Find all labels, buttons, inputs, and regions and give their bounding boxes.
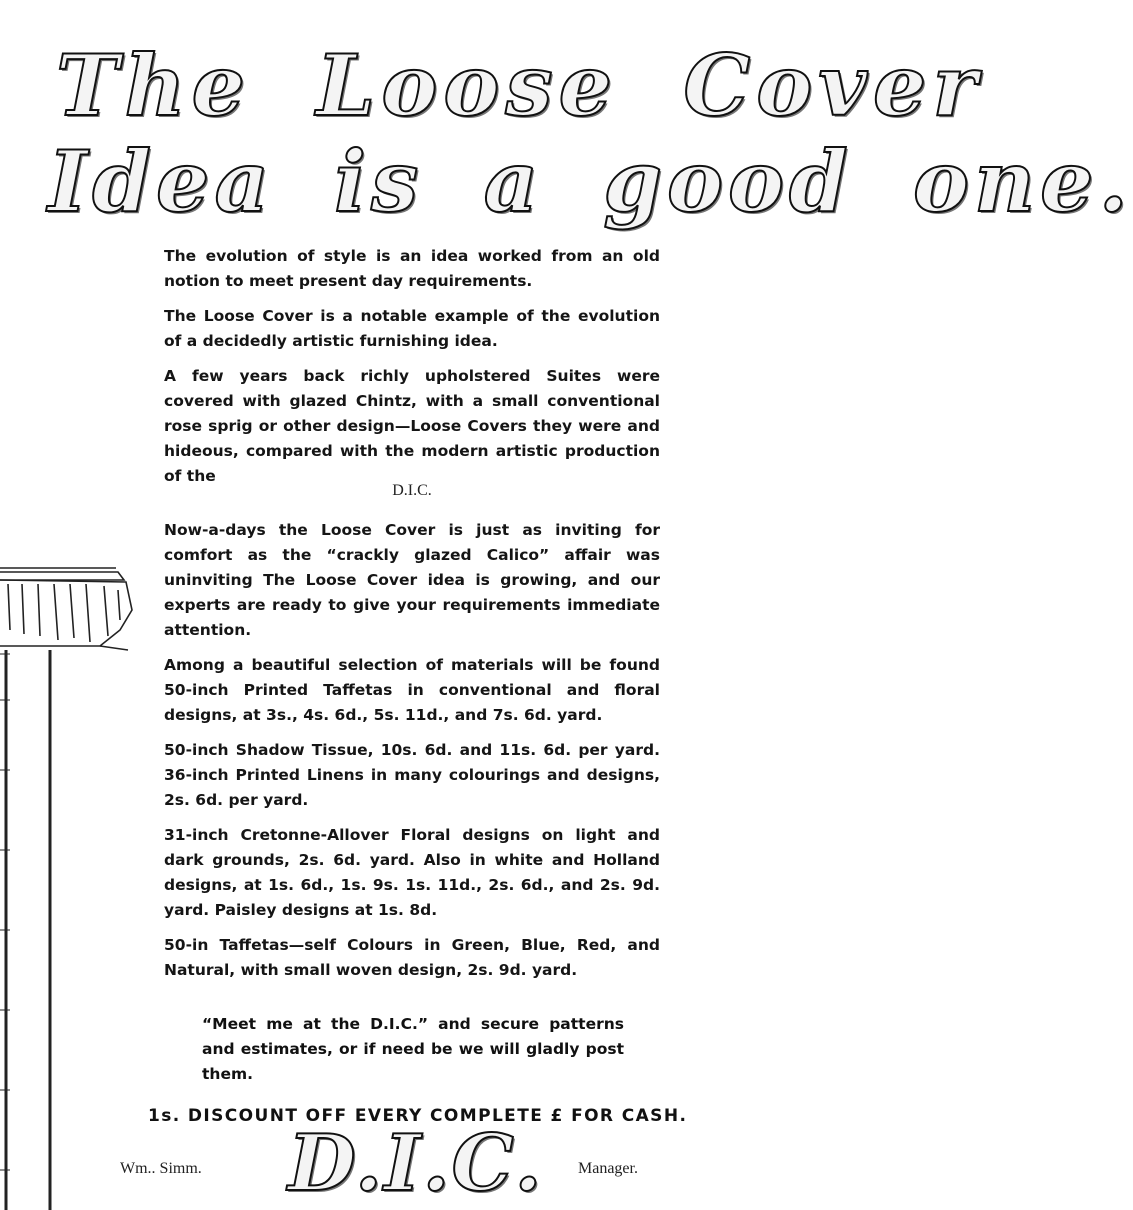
signatory-name: Wm.. Simm.	[120, 1160, 202, 1177]
paragraph: The evolution of style is an idea worked from an old notion to meet present day requirements.	[164, 247, 660, 290]
dic-mention: D.I.C.	[392, 482, 432, 499]
meet-me-quote: “Meet me at the D.I.C.” and secure patterns and estimates, or if need be we will gladly post them.	[202, 1015, 624, 1083]
paragraph: 31-inch Cretonne-Allover Floral designs on light and dark grounds, 2s. 6d. yard. Also in white and Holland designs, at 1s. 6d., 1s. 9s. 1s. 11d., 2s. 6d., and 2s. 9d. yard. Paisley designs at 1s. 8d.	[164, 826, 660, 919]
sofa-illustration	[0, 550, 150, 1210]
discount-notice: 1s. DISCOUNT OFF EVERY COMPLETE £ FOR CASH.	[148, 1106, 688, 1126]
dic-logo: D.I.C.	[288, 1118, 544, 1209]
paragraph: A few years back richly upholstered Suites were covered with glazed Chintz, with a small conventional rose sprig or other design—Loose Covers they were and hideous, compared with the modern artistic production of the	[164, 367, 660, 485]
headline-line-1: The Loose Cover	[56, 36, 983, 135]
paragraph: 50-in Taffetas—self Colours in Green, Blue, Red, and Natural, with small woven design, 2s. 9d. yard.	[164, 936, 660, 979]
intro-paragraphs	[164, 244, 660, 499]
signatory-title: Manager.	[578, 1160, 638, 1177]
product-paragraphs	[164, 518, 660, 993]
paragraph: The Loose Cover is a notable example of the evolution of a decidedly artistic furnishing idea.	[164, 307, 660, 350]
paragraph: Now-a-days the Loose Cover is just as inviting for comfort as the “crackly glazed Calico” affair was uninviting The Loose Cover idea is growing, and our experts are ready to give your requirements immediate attention.	[164, 521, 660, 639]
paragraph: 50-inch Shadow Tissue, 10s. 6d. and 11s. 6d. per yard. 36-inch Printed Linens in many colourings and designs, 2s. 6d. per yard.	[164, 741, 660, 809]
paragraph: Among a beautiful selection of materials will be found 50-inch Printed Taffetas in conventional and floral designs, at 3s., 4s. 6d., 5s. 11d., and 7s. 6d. yard.	[164, 656, 660, 724]
headline-line-2: Idea is a good one.	[48, 132, 1133, 231]
